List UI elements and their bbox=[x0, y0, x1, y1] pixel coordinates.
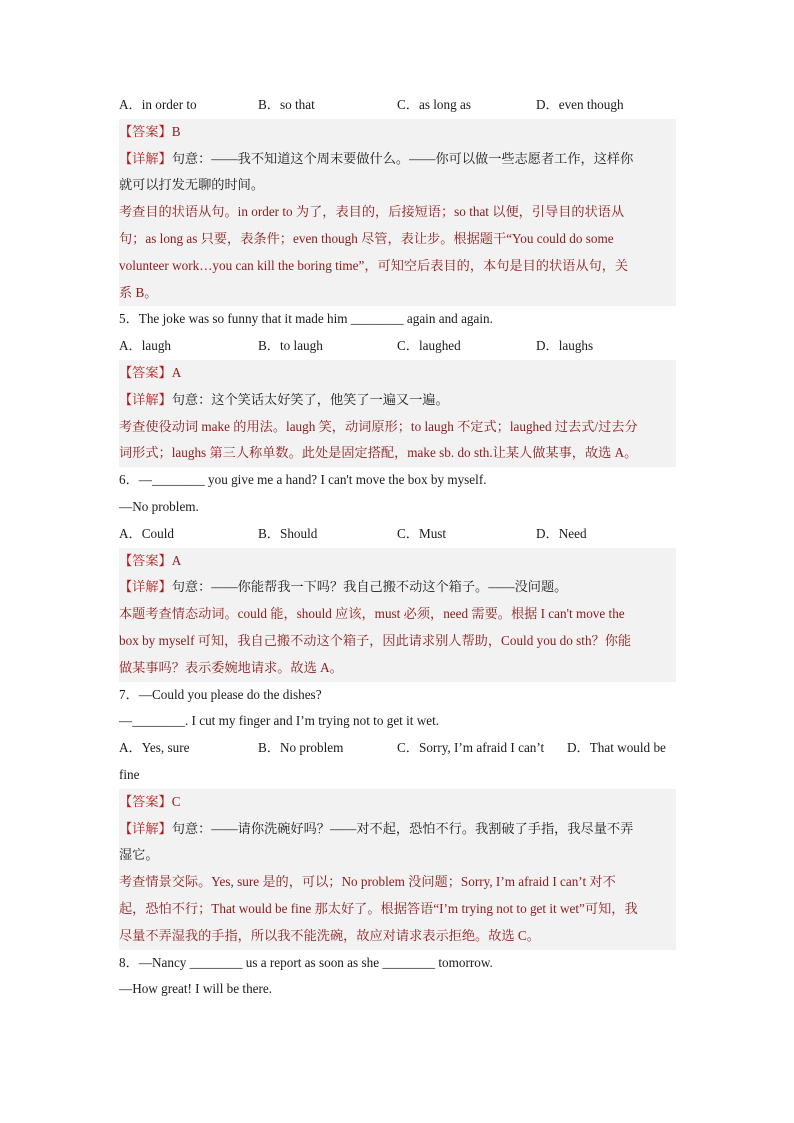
q5-expl-1: 考查使役动词 make 的用法。laugh 笑，动词原形；to laugh 不定式；laughed 过去式/过去分 bbox=[119, 418, 638, 434]
q4-meaning-2: 就可以打发无聊的时间。 bbox=[119, 177, 265, 193]
q5-options bbox=[119, 333, 676, 360]
q7-stem: 7．—Could you please do the dishes? bbox=[119, 686, 322, 702]
q5-option-c: C．laughed bbox=[397, 338, 461, 354]
q4-option-c: C．as long as bbox=[397, 97, 471, 112]
answer-tag: 【答案】 bbox=[119, 364, 172, 380]
q7-expl-1: 考查情景交际。Yes, sure 是的，可以；No problem 没问题；Sorry, I’m afraid I can’t 对不 bbox=[119, 874, 616, 890]
q8-stem-2: —How great! I will be there. bbox=[119, 981, 273, 997]
q7-option-d: D．That would be bbox=[567, 740, 666, 756]
q4-answer-block bbox=[119, 119, 676, 307]
detail-tag: 【详解】 bbox=[119, 150, 172, 166]
q4-expl-1: 考查目的状语从句。in order to 为了，表目的，后接短语；so that 以便，引导目的状语从 bbox=[119, 204, 625, 220]
q4-expl-4: 系 B。 bbox=[119, 284, 158, 300]
q4-expl-2: 句；as long as 只要，表条件；even though 尽管，表让步。根据题干“You could do some bbox=[119, 230, 614, 246]
q6-expl-1: 本题考查情态动词。could 能，should 应该，must 必须，need 需要。根据 I can't move the bbox=[119, 606, 625, 622]
q4-options bbox=[119, 92, 676, 119]
q5-option-d: D．laughs bbox=[536, 338, 594, 354]
q6-options bbox=[119, 521, 676, 548]
q7-answer: C bbox=[171, 793, 181, 809]
q4-expl-3: volunteer work…you can kill the boring time”，可知空后表目的，本句是目的状语从句，关 bbox=[119, 257, 629, 273]
answer-tag: 【答案】 bbox=[119, 552, 172, 568]
detail-tag: 【详解】 bbox=[119, 820, 172, 836]
q6-option-a: A．Could bbox=[119, 525, 174, 541]
q6-stem-2: —No problem. bbox=[119, 498, 199, 514]
answer-tag: 【答案】 bbox=[119, 123, 172, 139]
q7-option-b: B．No problem bbox=[258, 740, 344, 756]
q7-answer-block bbox=[119, 789, 676, 950]
q6-answer-block bbox=[119, 548, 676, 682]
q4-option-d: D．even though bbox=[536, 97, 624, 112]
detail-tag: 【详解】 bbox=[119, 579, 172, 595]
q6-stem: 6．—________ you give me a hand? I can't move the box by myself. bbox=[119, 472, 487, 488]
q7-option-a: A．Yes, sure bbox=[119, 740, 190, 756]
q4-answer: B bbox=[171, 123, 181, 139]
q6-option-c: C．Must bbox=[397, 525, 447, 541]
q6-meaning: 句意：——你能帮我一下吗？我自己搬不动这个箱子。——没问题。 bbox=[171, 579, 568, 595]
q5-meaning: 句意：这个笑话太好笑了，他笑了一遍又一遍。 bbox=[171, 391, 449, 407]
q7-options bbox=[119, 735, 676, 762]
q5-stem: 5．The joke was so funny that it made him ________ again and again. bbox=[119, 311, 493, 327]
q6-answer: A bbox=[171, 552, 182, 568]
q6-expl-2: box by myself 可知，我自己搬不动这个箱子，因此请求别人帮助，Could you do sth？你能 bbox=[119, 632, 632, 648]
q8-stem: 8．—Nancy ________ us a report as soon as she ________ tomorrow. bbox=[119, 954, 493, 970]
q5-option-a: A．laugh bbox=[119, 338, 172, 354]
q5-option-b: B．to laugh bbox=[258, 338, 323, 354]
q4-option-a: A．in order to bbox=[119, 97, 197, 112]
q5-expl-2: 词形式；laughs 第三人称单数。此处是固定搭配，make sb. do sth.让某人做某事，故选 A。 bbox=[119, 445, 638, 461]
q7-stem-2: —________. I cut my finger and I’m trying not to get it wet. bbox=[119, 713, 440, 729]
document-content bbox=[119, 92, 676, 1003]
q4-meaning: 句意：——我不知道这个周末要做什么。——你可以做一些志愿者工作，这样你 bbox=[171, 150, 634, 166]
q4-option-b: B．so that bbox=[258, 97, 315, 112]
q6-expl-3: 做某事吗？表示委婉地请求。故选 A。 bbox=[119, 659, 343, 675]
detail-tag: 【详解】 bbox=[119, 391, 172, 407]
q6-option-b: B．Should bbox=[258, 525, 318, 541]
q5-answer: A bbox=[171, 364, 182, 380]
q7-meaning-2: 湿它。 bbox=[119, 847, 159, 863]
q7-expl-3: 尽量不弄湿我的手指，所以我不能洗碗，故应对请求表示拒绝。故选 C。 bbox=[119, 927, 540, 943]
q7-expl-2: 起，恐怕不行；That would be fine 那太好了。根据答语“I’m trying not to get it wet”可知，我 bbox=[119, 900, 638, 916]
q7-meaning: 句意：——请你洗碗好吗？——对不起，恐怕不行。我割破了手指，我尽量不弄 bbox=[171, 820, 634, 836]
answer-tag: 【答案】 bbox=[119, 793, 172, 809]
q5-answer-block bbox=[119, 360, 676, 467]
q6-option-d: D．Need bbox=[536, 525, 587, 541]
q7-option-wrap: fine bbox=[119, 766, 140, 782]
q7-option-c: C．Sorry, I’m afraid I can’t bbox=[397, 740, 545, 756]
